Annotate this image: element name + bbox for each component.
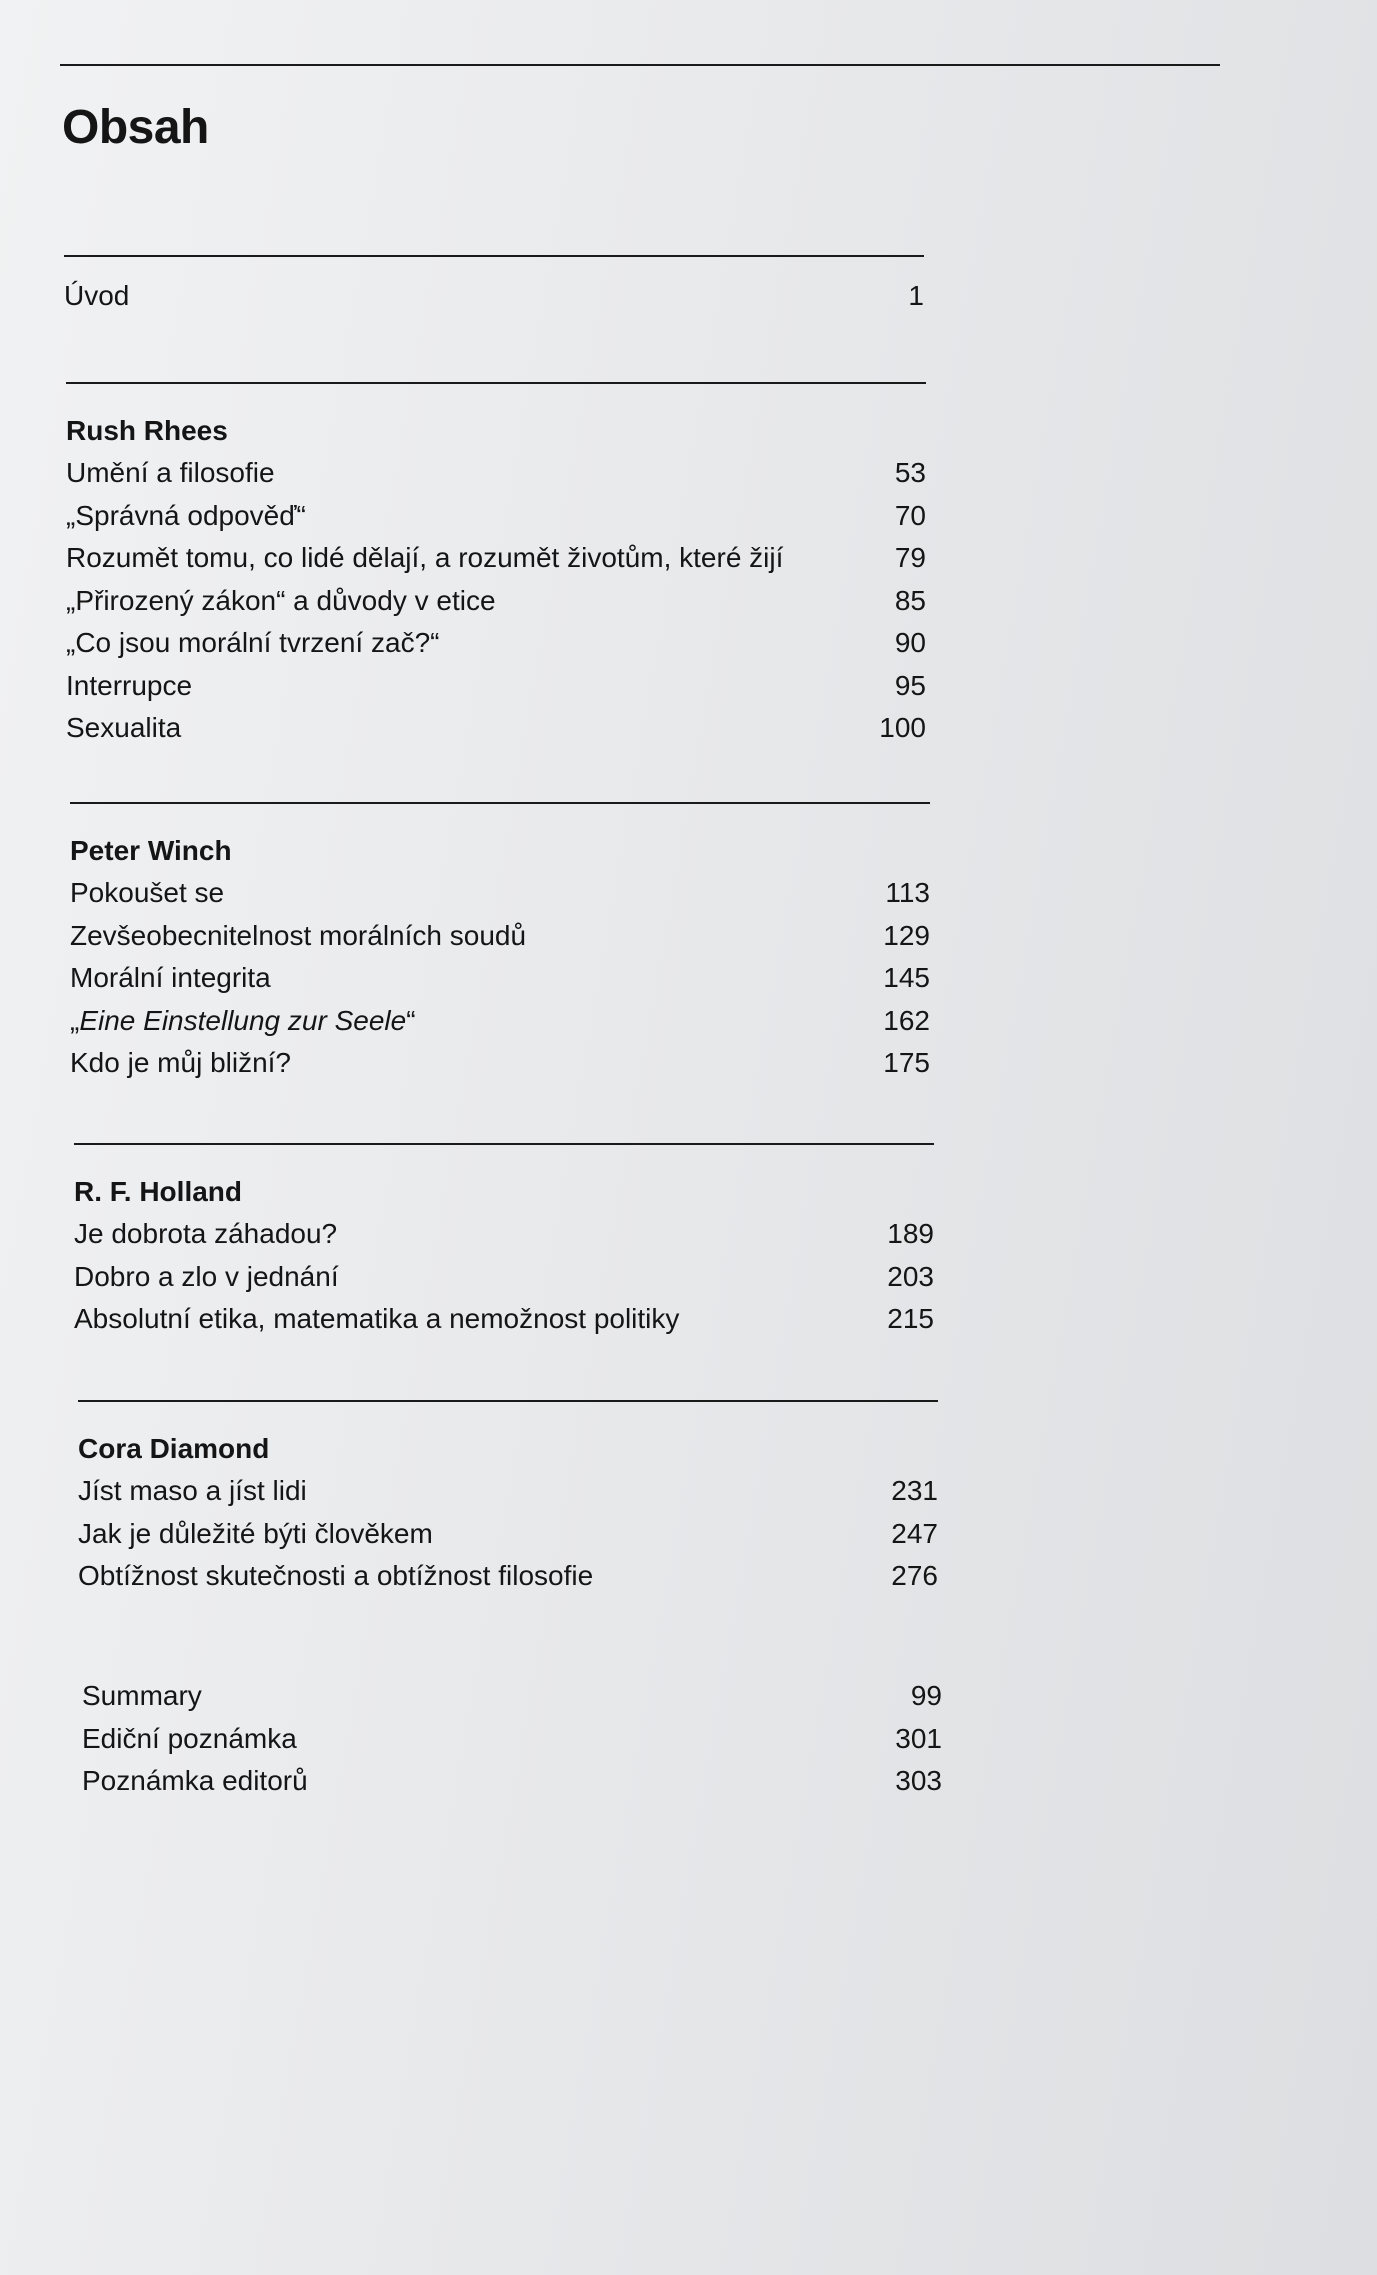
toc-entry-page: 1 (908, 280, 924, 312)
toc-entry[interactable] (70, 1000, 930, 1043)
toc-entry-title: „Co jsou morální tvrzení zač?“ (66, 627, 440, 659)
toc-entry-title: Interrupce (66, 669, 193, 701)
toc-entry-page: 203 (887, 1260, 934, 1292)
toc-entry-page: 70 (894, 499, 926, 531)
toc-entry[interactable] (74, 1298, 934, 1341)
top-rule (60, 64, 1220, 66)
toc-entry-title: Jíst maso a jíst lidi (78, 1475, 307, 1507)
toc-entry-title: Obtížnost skutečnosti a obtížnost filosofie (78, 1560, 594, 1592)
toc-entry-page: 215 (887, 1303, 934, 1335)
toc-entry-title: Úvod (64, 280, 130, 312)
toc-entry[interactable] (78, 1555, 938, 1598)
toc-entry[interactable] (66, 707, 926, 750)
toc-entry[interactable] (74, 1213, 934, 1256)
toc-entry-title: Ediční poznámka (82, 1722, 297, 1754)
toc-entry[interactable] (82, 1718, 942, 1761)
toc-entry-page: 99 (910, 1680, 942, 1712)
page-title: Obsah (62, 101, 209, 154)
section-divider (70, 802, 930, 804)
toc-entry[interactable] (70, 957, 930, 1000)
toc-entry[interactable] (66, 580, 926, 623)
toc-section-intro (64, 255, 924, 318)
toc-entry-title: Je dobrota záhadou? (74, 1218, 338, 1250)
toc-entry-page: 113 (885, 877, 930, 909)
toc-section-back-matter (82, 1675, 942, 1803)
toc-entry[interactable] (70, 872, 930, 915)
toc-section-peter-winch (70, 802, 930, 1085)
toc-section-rf-holland (74, 1143, 934, 1341)
toc-entry-page: 95 (894, 669, 926, 701)
toc-entry-title-italic: Eine Einstellung zur Seele (79, 1004, 407, 1036)
toc-entry-title: Morální integrita (70, 962, 271, 994)
toc-entry-page: 231 (891, 1475, 938, 1507)
toc-entry-page: 79 (894, 542, 926, 574)
toc-entry[interactable] (66, 665, 926, 708)
toc-entry-page: 301 (895, 1722, 942, 1754)
toc-entry-title (70, 1005, 416, 1037)
toc-section-rush-rhees (66, 382, 926, 750)
toc-entry[interactable] (66, 537, 926, 580)
section-heading-author: Peter Winch (70, 835, 232, 866)
toc-entry[interactable] (78, 1470, 938, 1513)
toc-entry-title: „Přirozený zákon“ a důvody v etice (66, 584, 496, 616)
toc-entry-page: 162 (883, 1004, 930, 1036)
toc-entry-page: 303 (895, 1765, 942, 1797)
toc-entry-page: 175 (883, 1047, 930, 1079)
toc-entry-page: 100 (879, 712, 926, 744)
toc-entry[interactable] (66, 495, 926, 538)
toc-entry-title: Jak je důležité býti člověkem (78, 1517, 433, 1549)
toc-entry-page: 53 (894, 457, 926, 489)
toc-entry[interactable] (82, 1675, 942, 1718)
toc-entry-title: Summary (82, 1680, 202, 1712)
toc-entry-title: Poznámka editorů (82, 1765, 308, 1797)
toc-entry-title: Rozumět tomu, co lidé dělají, a rozumět životům, které žijí (66, 542, 784, 574)
toc-entry[interactable] (82, 1760, 942, 1803)
section-divider (78, 1400, 938, 1402)
toc-entry-title: Pokoušet se (70, 877, 225, 909)
toc-entry[interactable] (70, 1042, 930, 1085)
quote-close: “ (406, 1004, 416, 1036)
toc-entry[interactable] (66, 622, 926, 665)
section-divider (64, 255, 924, 257)
toc-entry-page: 90 (894, 627, 926, 659)
toc-entry-title: Umění a filosofie (66, 457, 275, 489)
toc-entry-page: 129 (883, 919, 930, 951)
section-heading-author: Rush Rhees (66, 415, 228, 446)
toc-entry-page: 145 (883, 962, 930, 994)
toc-entry-page: 276 (891, 1560, 938, 1592)
toc-entry-uvod[interactable] (64, 275, 924, 318)
toc-entry-title: Zevšeobecnitelnost morálních soudů (70, 919, 527, 951)
toc-entry-title: Dobro a zlo v jednání (74, 1260, 339, 1292)
section-heading-author: R. F. Holland (74, 1176, 242, 1207)
toc-entry-title: Absolutní etika, matematika a nemožnost politiky (74, 1303, 680, 1335)
toc-entry[interactable] (66, 452, 926, 495)
toc-entry[interactable] (70, 915, 930, 958)
section-divider (74, 1143, 934, 1145)
section-heading-author: Cora Diamond (78, 1433, 270, 1464)
toc-section-cora-diamond (78, 1400, 938, 1598)
toc-entry-page: 85 (894, 584, 926, 616)
toc-entry-page: 189 (887, 1218, 934, 1250)
quote-open: „ (70, 1004, 80, 1036)
section-divider (66, 382, 926, 384)
toc-entry-title: „Správná odpověď“ (66, 499, 306, 531)
toc-entry[interactable] (78, 1513, 938, 1556)
toc-entry[interactable] (74, 1256, 934, 1299)
toc-entry-title: Kdo je můj bližní? (70, 1047, 292, 1079)
toc-entry-title: Sexualita (66, 712, 182, 744)
toc-entry-page: 247 (891, 1517, 938, 1549)
